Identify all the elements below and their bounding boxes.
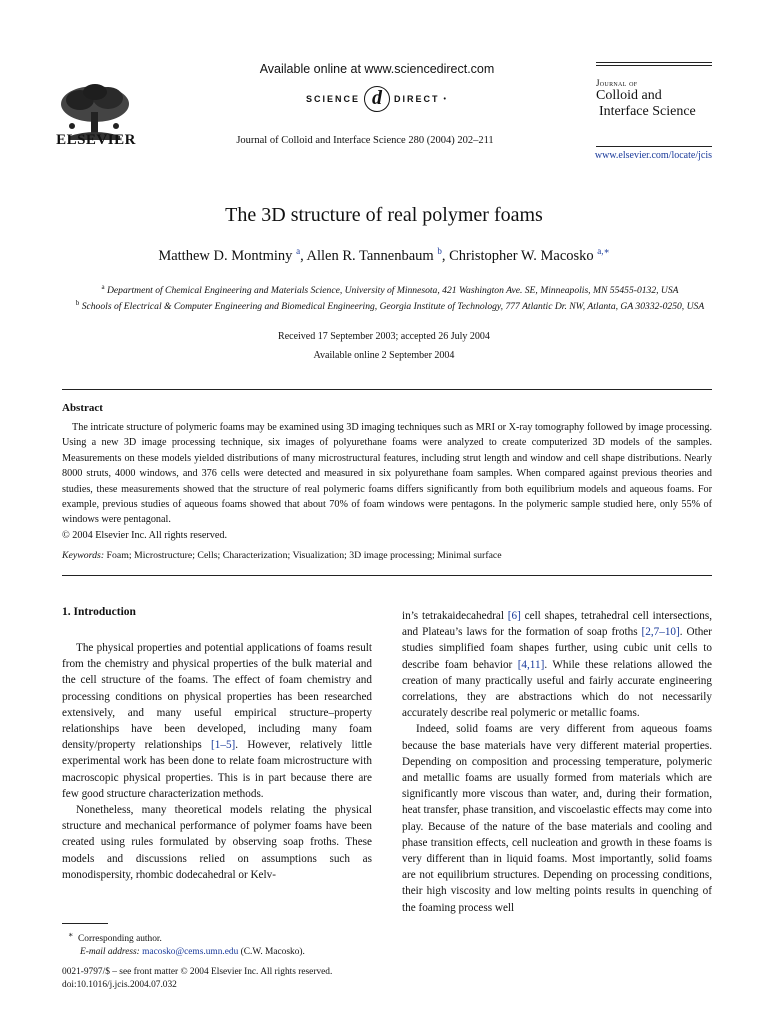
affiliation-b: Schools of Electrical & Computer Engineering and Biomedical Engineering, Georgia Institute of Technology, 777 Atlantic Dr. NW, Atlanta, GA 30332-0250, USA xyxy=(81,301,705,313)
keywords-text: Foam; Microstructure; Cells; Characterization; Visualization; 3D image processing; Minimal surface xyxy=(106,550,502,561)
journal-of-label: Journal of xyxy=(596,78,638,88)
sd-left-word: SCIENCE xyxy=(306,94,361,104)
author-affil-mark[interactable]: a xyxy=(296,246,301,256)
journal-url-link[interactable]: www.elsevier.com/locate/jcis xyxy=(594,150,712,161)
sciencedirect-logo xyxy=(292,84,462,114)
affiliations xyxy=(70,281,710,313)
sd-right-word: DIRECT xyxy=(394,94,440,104)
author-list: Matthew D. Montminy $^a$, Allen R. Tannenbaum $^b$, Christopher W. Macosko $^{a,∗}$ xyxy=(158,246,610,264)
affiliation-a: Department of Chemical Engineering and Materials Science, University of Minnesota, 421 Washington Ave. SE, Minneapolis, MN 55455-0132, USA xyxy=(106,285,679,297)
issn-line: 0021-9797/$ – see front matter © 2004 Elsevier Inc. All rights reserved. xyxy=(62,967,333,977)
sd-bullet: • xyxy=(443,95,448,103)
email-label: E-mail address: xyxy=(80,947,140,958)
abstract-text: The intricate structure of polymeric foams may be examined using 3D imaging techniques such as MRI or X-ray tomography followed by image processing. Using a new 3D image processing technique, six images of polyurethane foams were analyzed to create computerized 3D models of the samples. Measurements on these models yielded distributions of many microstructural features, including strut length and window and cell shape distributions. Nearly 8000 struts, 4000 windows, and 376 cells were detected and measured in six polyurethane foam samples. When compared against previous theories and studies, these measurements showed that the structure of real polymeric foams differs significantly from both equilibrium models and aqueous foams. For example, previous studies of aqueous foams showed that about 70% of foam windows were pentagons. In the polymeric sample studied here, only 55% of windows were pentagonal. xyxy=(62,422,712,526)
rule-above-abstract xyxy=(62,389,712,390)
available-online-text: Available online at www.sciencedirect.com xyxy=(259,62,495,76)
right-column xyxy=(402,608,712,916)
keywords-line xyxy=(62,550,712,561)
abstract-body xyxy=(62,420,712,543)
author-name: Christopher W. Macosko xyxy=(449,247,594,264)
received-date: Received 17 September 2003; accepted 26 July 2004 xyxy=(278,331,490,342)
masthead-rule-bottom xyxy=(596,146,712,147)
affiliation-mark: a xyxy=(101,283,105,291)
paragraph-text: . However, relatively little experimental work has been done to relate foam microstructure with macroscopic physical properties. This is in part because there are few good structure characterization methods. xyxy=(62,739,372,800)
corresponding-label: Corresponding author. xyxy=(78,934,162,945)
publisher-name: ELSEVIER xyxy=(56,132,136,148)
section-heading-introduction: 1. Introduction xyxy=(62,606,136,618)
front-matter-footer xyxy=(62,966,422,992)
paragraph-text: The physical properties and potential applications of foams result from the chemistry and physical properties of the bulk material and the cell structure of the foams. The effect of foam chemistry and processing conditions on physical properties has been researched extensively, and many useful empirical structure–property relationships have been developed, including many foam density/property relationships xyxy=(62,642,372,752)
abstract-heading: Abstract xyxy=(62,402,103,414)
journal-name-line-2: Interface Science xyxy=(599,104,696,119)
journal-citation: Journal of Colloid and Interface Science 280 (2004) 202–211 xyxy=(236,135,494,146)
sd-d-mark: d xyxy=(364,86,390,112)
email-link[interactable]: macosko@cems.umn.edu xyxy=(142,947,239,958)
citation-link[interactable]: [2,7–10] xyxy=(641,626,680,639)
masthead-rule-top xyxy=(596,62,712,63)
intro-paragraph-2: Nonetheless, many theoretical models relating the physical structure and mechanical performance of polymer foams have been created using rules formulated by observing soap froths. These models and discussions relied on assumptions such as monodispersity, rhombic dodecahedral or Kelv- xyxy=(62,804,372,881)
email-owner: (C.W. Macosko). xyxy=(240,947,305,958)
paragraph-text: in’s tetrakaidecahedral xyxy=(402,610,508,622)
rule-below-keywords xyxy=(62,575,712,576)
article-dates xyxy=(0,327,768,365)
online-date: Available online 2 September 2004 xyxy=(313,350,455,361)
footnote-rule xyxy=(62,923,108,924)
affiliation-mark: b xyxy=(75,299,80,308)
left-column xyxy=(62,640,372,883)
keywords-label: Keywords: xyxy=(62,550,105,561)
paragraph-text: cell shapes, tetrahedral cell intersections, and Plateau’s laws for the formation of soap froths xyxy=(402,610,712,639)
citation-link[interactable]: [1–5] xyxy=(211,739,236,752)
intro-paragraph-4: Indeed, solid foams are very different from aqueous foams because the base materials have very different material properties. Depending on composition and processing temperature, polymeric and metallic foams are usually formed from materials which are significantly more viscous than water, and, during their formation, heat transfer, phase transition, and viscoelastic effects may come into play. Because of the nature of the base materials and cooling and phase transition effects, cell nucleation and growth in these foams is very different than in liquid foams. Most importantly, solid foams are not equilibrium structures. Depending on processing conditions, their high viscosity and low melting points results in quenching of the foaming process well xyxy=(402,723,712,914)
author-name: Allen R. Tannenbaum xyxy=(306,247,434,264)
intro-paragraph-3 xyxy=(402,608,712,721)
corresponding-author-footnote xyxy=(62,928,382,959)
paragraph-text: . Other studies simplified foam shapes further, using cubic unit cells to describe foam behavior xyxy=(402,626,712,671)
author-name: Matthew D. Montminy xyxy=(158,247,293,264)
intro-paragraph-1 xyxy=(62,640,372,802)
author-affil-mark[interactable]: b xyxy=(437,246,442,256)
citation-link[interactable]: [4,11] xyxy=(517,658,545,671)
journal-name-line-1: Colloid and xyxy=(596,88,662,103)
paragraph-text: . While these relations allowed the creation of many practically useful and fairly accurate engineering correlations, they are abstractions which do not necessarily accurately describe real polymeric or metallic foams. xyxy=(402,658,712,720)
abstract-copyright: © 2004 Elsevier Inc. All rights reserved. xyxy=(62,529,228,541)
citation-link[interactable]: [6] xyxy=(507,610,521,622)
journal-masthead xyxy=(596,62,712,120)
footnote-mark: ∗ xyxy=(68,930,74,939)
author-affil-mark[interactable]: a,∗ xyxy=(597,246,610,256)
doi-line[interactable]: doi:10.1016/j.jcis.2004.07.032 xyxy=(62,980,177,990)
masthead-rule-top-2 xyxy=(596,65,712,66)
article-title: The 3D structure of real polymer foams xyxy=(225,204,543,226)
